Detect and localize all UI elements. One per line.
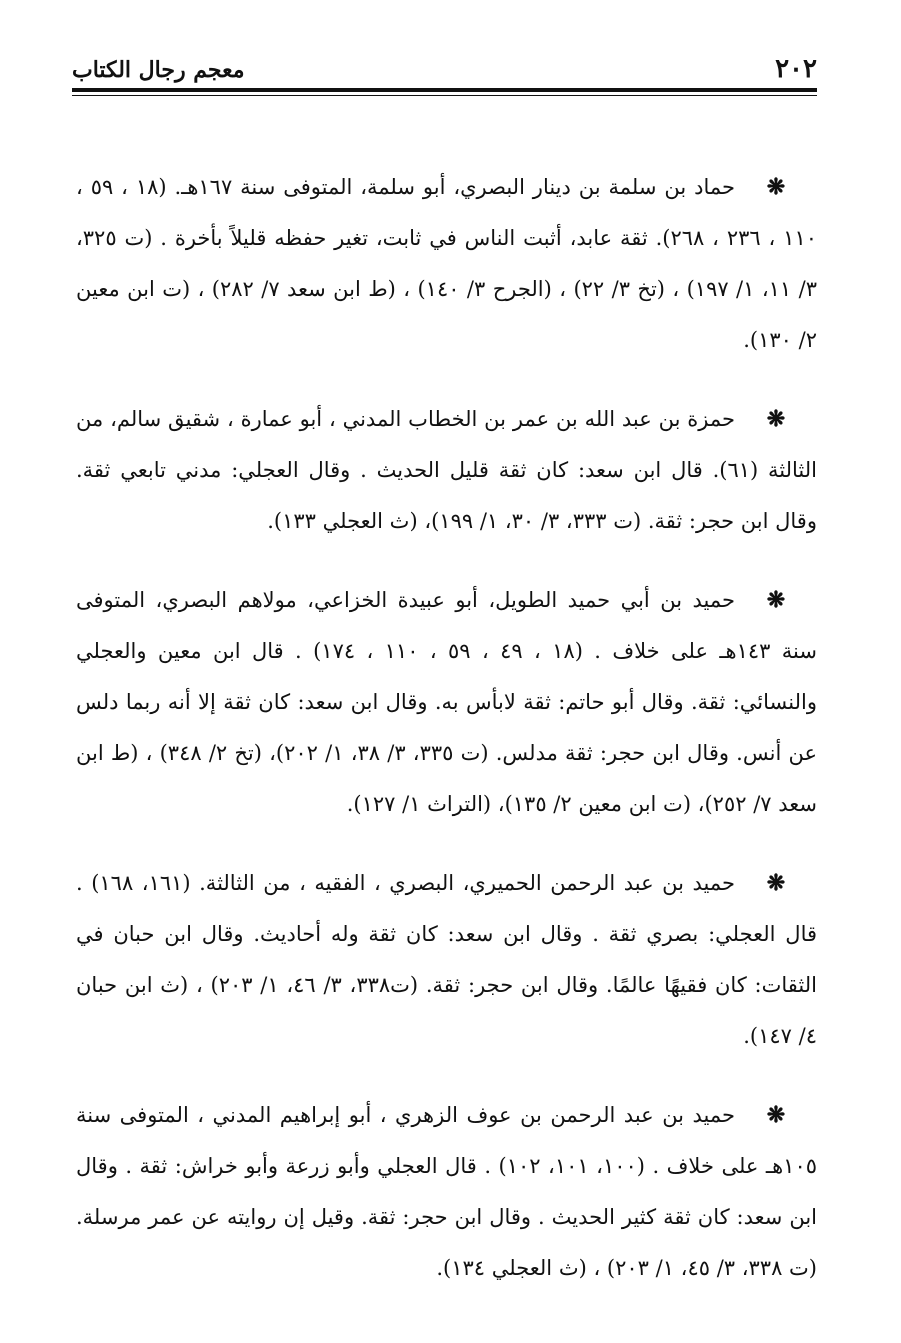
page-body bbox=[76, 162, 817, 1322]
running-title: معجم رجال الكتاب bbox=[72, 57, 245, 83]
header-rule-thin bbox=[72, 95, 817, 96]
entry-text: حماد بن سلمة بن دينار البصري، أبو سلمة، المتوفى سنة ١٦٧هـ. (١٨ ، ٥٩ ، ١١٠ ، ٢٣٦ ، ٢٦٨). ثقة عابد، أثبت الناس في ثابت، تغير حفظه قليلاً بأخرة . (ت ٣٢٥، ٣/ ١١، ١/ ١٩٧) ، (تخ ٣/ ٢٢) ، (الجرح ٣/ ١٤٠) ، (ط ابن سعد ٧/ ٢٨٢) ، (ت ابن معين ٢/ ١٣٠). bbox=[76, 175, 818, 352]
biography-entry bbox=[76, 575, 817, 830]
asterism-icon: ❋ bbox=[766, 1102, 786, 1128]
asterism-icon: ❋ bbox=[766, 870, 786, 896]
biography-entry bbox=[76, 394, 817, 547]
header-rule-thick bbox=[72, 88, 817, 92]
entry-text: حميد بن أبي حميد الطويل، أبو عبيدة الخزاعي، مولاهم البصري، المتوفى سنة ١٤٣هـ على خلاف . (١٨ ، ٤٩ ، ٥٩ ، ١١٠ ، ١٧٤) . قال ابن معين والعجلي والنسائي: ثقة. وقال أبو حاتم: ثقة لابأس به. وقال ابن سعد: كان ثقة إلا أنه ربما دلس عن أنس. وقال ابن حجر: ثقة مدلس. (ت ٣٣٥، ٣/ ٣٨، ١/ ٢٠٢)، (تخ ٢/ ٣٤٨) ، (ط ابن سعد ٧/ ٢٥٢)، (ت ابن معين ٢/ ١٣٥)، (التراث ١/ ١٢٧). bbox=[76, 588, 818, 816]
asterism-icon: ❋ bbox=[766, 406, 786, 432]
asterism-icon: ❋ bbox=[766, 174, 786, 200]
page-header bbox=[72, 52, 817, 88]
biography-entry bbox=[76, 858, 817, 1062]
page-number: ٢٠٢ bbox=[775, 54, 817, 84]
entry-text: حمزة بن عبد الله بن عمر بن الخطاب المدني ، أبو عمارة ، شقيق سالم، من الثالثة (٦١). قال ابن سعد: كان ثقة قليل الحديث . وقال العجلي: مدني تابعي ثقة. وقال ابن حجر: ثقة. (ت ٣٣٣، ٣/ ٣٠، ١/ ١٩٩)، (ث العجلي ١٣٣). bbox=[76, 407, 817, 533]
biography-entry bbox=[76, 162, 817, 366]
entry-text: حميد بن عبد الرحمن الحميري، البصري ، الفقيه ، من الثالثة. (١٦١، ١٦٨) . قال العجلي: بصري ثقة . وقال ابن سعد: كان ثقة وله أحاديث. وقال ابن حبان في الثقات: كان فقيهًا عالمًا. وقال ابن حجر: ثقة. (ت٣٣٨، ٣/ ٤٦، ١/ ٢٠٣) ، (ث ابن حبان ٤/ ١٤٧). bbox=[76, 871, 817, 1048]
entry-text: حميد بن عبد الرحمن بن عوف الزهري ، أبو إبراهيم المدني ، المتوفى سنة ١٠٥هـ على خلاف . (١٠٠، ١٠١، ١٠٢) . قال العجلي وأبو زرعة وأبو خراش: ثقة . وقال ابن سعد: كان ثقة كثير الحديث . وقال ابن حجر: ثقة. وقيل إن روايته عن عمر مرسلة. (ت ٣٣٨، ٣/ ٤٥، ١/ ٢٠٣) ، (ث العجلي ١٣٤). bbox=[76, 1103, 818, 1280]
asterism-icon: ❋ bbox=[766, 587, 786, 613]
biography-entry bbox=[76, 1090, 817, 1294]
